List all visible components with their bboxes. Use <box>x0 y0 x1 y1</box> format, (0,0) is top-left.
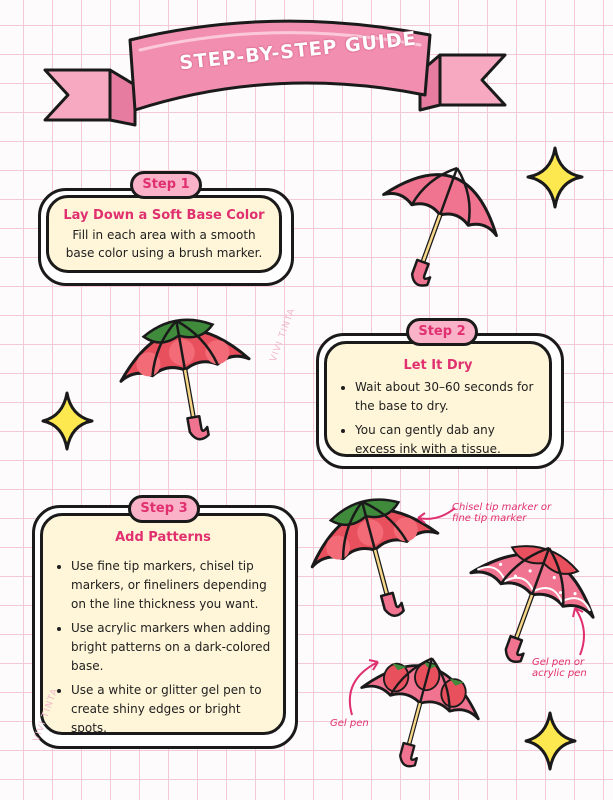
list-item: • Use fine tip markers, chisel tip markers, or fineliners depending on the line thickness you want. <box>71 557 273 614</box>
annotation-gel-acrylic: Gel pen or acrylic pen <box>532 657 587 679</box>
umbrella-base-color-icon <box>110 310 260 450</box>
step2-title: Let It Dry <box>403 358 473 373</box>
step1-badge: Step 1 <box>130 171 202 199</box>
step3-title: Add Patterns <box>115 530 211 545</box>
star-icon <box>523 710 578 772</box>
list-item: • Use acrylic markers when adding bright patterns on a dark-colored base. <box>71 619 273 676</box>
step3-list <box>53 557 273 738</box>
step1-card <box>46 195 282 273</box>
star-icon <box>40 390 95 452</box>
list-item: • Use a white or glitter gel pen to create shiny edges or bright spots. <box>71 681 273 738</box>
annotation-chisel: Chisel tip marker or fine tip marker <box>452 502 552 524</box>
step2-badge: Step 2 <box>406 318 478 346</box>
umbrella-pink-icon <box>370 155 520 295</box>
watermark: VIVI TINTA <box>268 306 298 364</box>
step3-card <box>40 513 286 735</box>
step3-badge: Step 3 <box>128 495 200 523</box>
page-title: STEP-BY-STEP GUIDE <box>178 27 418 75</box>
step2-card <box>324 341 552 457</box>
watermark: VIVI TINTA <box>31 686 61 744</box>
step2-list <box>337 378 539 459</box>
list-item: • You can gently dab any excess ink with a tissue. <box>355 421 539 459</box>
list-item: • Wait about 30–60 seconds for the base to dry. <box>355 378 539 416</box>
step1-title: Lay Down a Soft Base Color <box>63 208 265 223</box>
star-icon <box>525 145 585 210</box>
annotation-gel: Gel pen <box>330 718 369 729</box>
arrow-icon <box>340 650 385 720</box>
step1-body: Fill in each area with a smooth base color using a brush marker. <box>65 228 263 260</box>
arrow-icon <box>560 600 600 660</box>
